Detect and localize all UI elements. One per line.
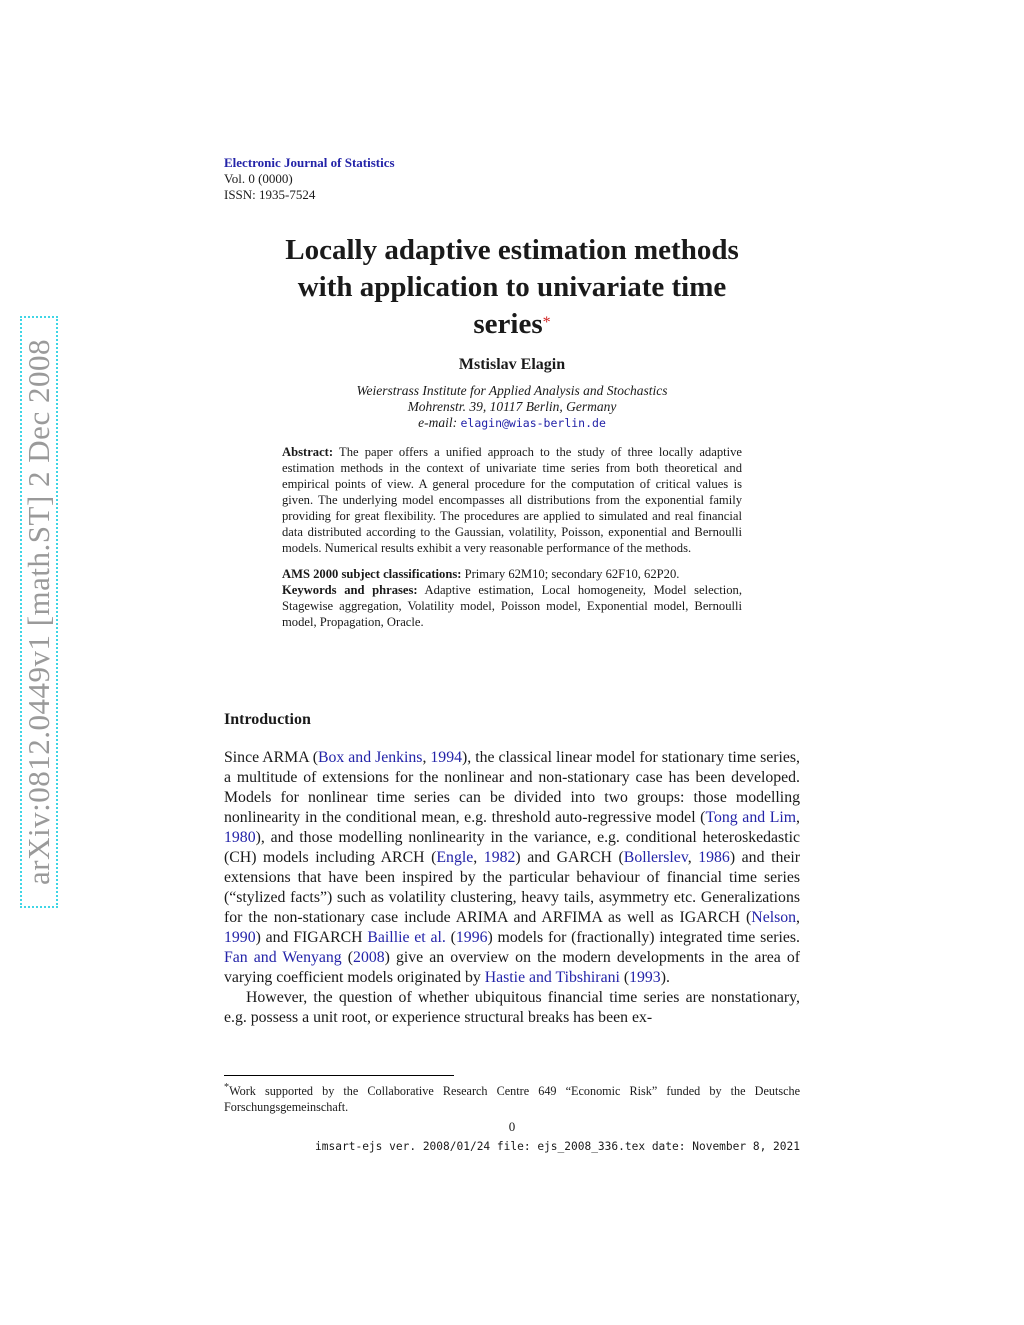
email-label: e-mail: xyxy=(418,415,458,430)
citation-year-link[interactable]: 2008 xyxy=(353,949,385,966)
citation-year-link[interactable]: 1990 xyxy=(224,929,256,946)
text-run: ) give an overview on the modern developments in the area of varying coefficient models originated by xyxy=(224,949,800,986)
citation-year-link[interactable]: 1980 xyxy=(224,829,256,846)
citation-year-link[interactable]: 1982 xyxy=(483,849,516,866)
citation-year-link[interactable]: 1986 xyxy=(698,849,730,866)
journal-header xyxy=(224,155,395,203)
page-number: 0 xyxy=(508,1119,516,1134)
running-footer: imsart-ejs ver. 2008/01/24 file: ejs_2008_336.tex date: November 8, 2021 xyxy=(315,1140,800,1153)
title-line-3: series xyxy=(473,308,543,340)
footnote-text: Work supported by the Collaborative Research Centre 649 “Economic Risk” funded by the Deutsche Forschungsgemeinschaft. xyxy=(224,1084,800,1115)
footnote xyxy=(224,1080,800,1115)
citation-year-link[interactable]: 1993 xyxy=(629,969,661,986)
keywords-text: Adaptive estimation, Local homogeneity, Model selection, Stagewise aggregation, Volatility model, Poisson model, Exponential model, Bernoulli model, Propagation, Oracle. xyxy=(282,583,742,629)
citation-link[interactable]: Hastie and Tibshirani xyxy=(484,969,620,986)
introduction-heading: Introduction xyxy=(224,711,311,728)
text-run: ) models for (fractionally) integrated time series. xyxy=(487,929,801,946)
text-run: , xyxy=(422,749,431,766)
journal-name-link[interactable]: Electronic Journal of Statistics xyxy=(224,155,395,170)
ams-label: AMS 2000 subject classifications: xyxy=(282,567,462,581)
text-run: ), the classical linear model for stationary time series, a multitude of extensions for the nonlinear and non-stationary case has been developed. Models for nonlinear time series can be divided into two groups: those modelling nonlinearity in the conditional mean, e.g. threshold auto-regressive model ( xyxy=(224,749,800,826)
text-run: ( xyxy=(341,949,354,966)
keywords-label: Keywords and phrases: xyxy=(282,583,418,597)
text-run: ) and GARCH ( xyxy=(515,849,624,866)
citation-link[interactable]: Tong and Lim xyxy=(705,809,797,826)
title-footnote-mark-link[interactable]: * xyxy=(542,314,551,331)
email-link[interactable]: elagin@wias-berlin.de xyxy=(460,416,606,430)
text-run: , xyxy=(473,849,484,866)
text-run: ( xyxy=(619,969,630,986)
ams-text: Primary 62M10; secondary 62F10, 62P20. xyxy=(464,567,680,581)
text-run: ) and FIGARCH xyxy=(255,929,368,946)
citation-year-link[interactable]: 1994 xyxy=(430,749,462,766)
text-run: ( xyxy=(445,929,456,946)
citation-link[interactable]: Bollerslev xyxy=(623,849,688,866)
citation-year-link[interactable]: 1996 xyxy=(455,929,488,946)
intro-paragraph-2: However, the question of whether ubiquitous financial time series are nonstationary, e.g. possess a unit root, or experience structural breaks has been ex- xyxy=(224,989,800,1026)
arxiv-stamp[interactable] xyxy=(20,316,58,908)
citation-link[interactable]: Box and Jenkins xyxy=(317,749,423,766)
text-run: , xyxy=(687,849,699,866)
text-run: , xyxy=(796,909,800,926)
arxiv-stamp-text: arXiv:0812.0449v1 [math.ST] 2 Dec 2008 xyxy=(21,339,56,885)
citation-link[interactable]: Fan and Wenyang xyxy=(224,949,342,966)
citation-link[interactable]: Nelson xyxy=(751,909,797,926)
text-run: ), and those modelling nonlinearity in the variance, e.g. conditional heteroskedastic (CH) models including ARCH ( xyxy=(224,829,800,866)
text-run: Since ARMA ( xyxy=(224,749,318,766)
abstract-label: Abstract: xyxy=(282,445,334,459)
text-run: ) and their extensions that have been inspired by the particular behaviour of financial time series (“stylized facts”) such as volatility clustering, heavy tails, asymmetry etc. Generalizations for the non-stationary case include ARIMA and ARFIMA as well as IGARCH ( xyxy=(224,849,801,926)
journal-volume: Vol. 0 (0000) xyxy=(224,171,293,186)
affiliation-institute: Weierstrass Institute for Applied Analysis and Stochastics xyxy=(356,383,668,398)
citation-link[interactable]: Baillie et al. xyxy=(367,929,446,946)
introduction-body xyxy=(224,748,800,1028)
text-run: ). xyxy=(660,969,670,986)
intro-paragraph-1 xyxy=(224,748,800,988)
abstract-text: The paper offers a unified approach to the study of three locally adaptive estimation methods in the context of univariate time series from both theoretical and empirical points of view. A general procedure for the computation of critical values is given. The underlying model encompasses all distributions from the exponential family providing for great flexibility. The procedures are applied to simulated and real financial data distributed according to the Gaussian, volatility, Poisson, exponential and Bernoulli models. Numerical results exhibit a very reasonable performance of the methods. xyxy=(282,445,742,555)
journal-issn: ISSN: 1935-7524 xyxy=(224,187,316,202)
affiliation xyxy=(224,383,800,431)
title-line-2: with application to univariate time xyxy=(297,271,727,303)
author-name: Mstislav Elagin xyxy=(458,356,566,373)
citation-link[interactable]: Engle xyxy=(436,849,474,866)
text-run: , xyxy=(796,809,800,826)
paper-title xyxy=(224,232,800,343)
footnote-divider xyxy=(224,1075,454,1076)
abstract-block xyxy=(282,444,742,630)
affiliation-address: Mohrenstr. 39, 10117 Berlin, Germany xyxy=(407,399,617,414)
title-line-1: Locally adaptive estimation methods xyxy=(285,234,739,266)
footnote-mark: * xyxy=(224,1082,230,1093)
